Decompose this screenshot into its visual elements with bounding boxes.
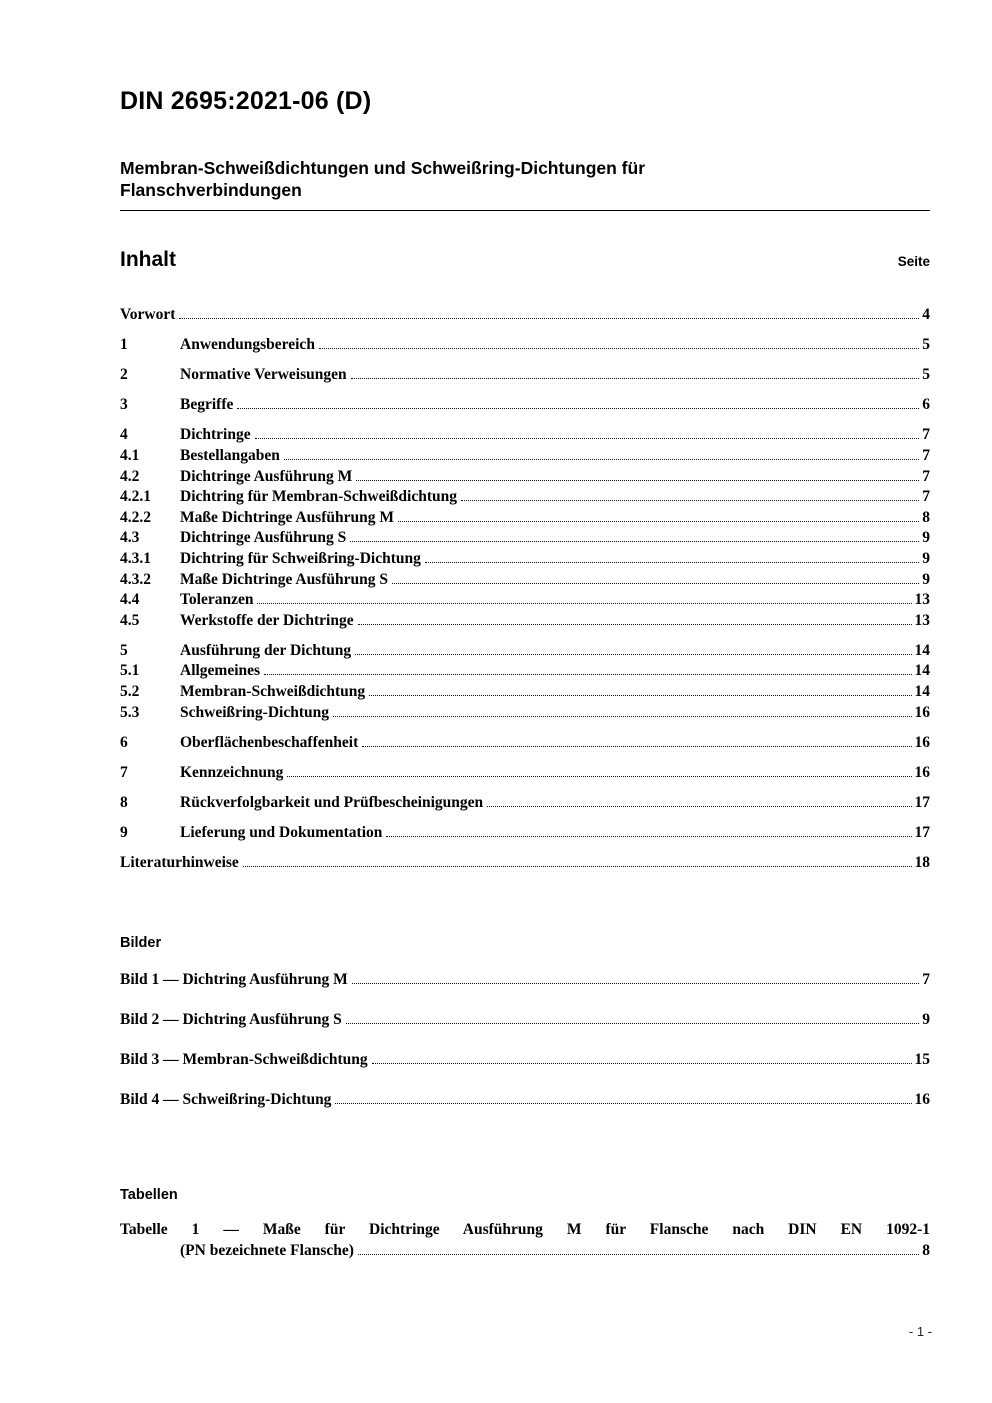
toc-entry-number: 4.3.2 <box>120 570 151 588</box>
toc-list <box>120 305 930 874</box>
dot-leader <box>362 746 911 747</box>
toc-entry <box>120 641 930 662</box>
tabellen-heading: Tabellen <box>120 1187 178 1204</box>
figure-toc-entry <box>120 1050 930 1071</box>
toc-entry-number: 1 <box>120 336 128 354</box>
toc-entry <box>120 703 930 724</box>
figure-entry-label: Bild 3 — Membran-Schweißdichtung <box>120 1051 368 1069</box>
doc-number: DIN 2695:2021-06 (D) <box>120 87 372 115</box>
tabellen-list <box>120 1219 930 1262</box>
toc-entry-label: Dichtring für Schweißring-Dichtung <box>180 549 421 567</box>
toc-entry-number: 4.1 <box>120 446 140 464</box>
toc-entry-number: 4.2 <box>120 467 140 485</box>
figure-entry-page: 16 <box>914 1091 930 1109</box>
toc-entry-number: 8 <box>120 793 128 811</box>
toc-entry-number: 4 <box>120 426 128 444</box>
toc-entry <box>120 467 930 488</box>
doc-title <box>120 157 930 211</box>
toc-entry <box>120 793 930 814</box>
toc-entry-label: Rückverfolgbarkeit und Prüfbescheinigungen <box>180 793 484 811</box>
toc-entry-number: 4.4 <box>120 591 140 609</box>
toc-entry-page: 7 <box>922 446 930 464</box>
page-number-footer: - 1 - <box>908 1324 932 1339</box>
toc-entry-label: Normative Verweisungen <box>180 366 347 384</box>
toc-entry-page: 5 <box>922 336 930 354</box>
figure-toc-entry <box>120 1010 930 1031</box>
toc-entry-label: Maße Dichtringe Ausführung S <box>180 570 388 588</box>
toc-entry-number: 4.5 <box>120 611 140 629</box>
table-entry-label-line2: (PN bezeichnete Flansche) <box>180 1242 354 1260</box>
toc-entry-page: 8 <box>922 508 930 526</box>
toc-entry-label: Literaturhinweise <box>120 854 239 872</box>
toc-entry <box>120 733 930 754</box>
toc-entry-label: Ausführung der Dichtung <box>180 641 352 659</box>
dot-leader <box>356 480 919 481</box>
dot-leader <box>369 695 911 696</box>
dot-leader <box>243 866 912 867</box>
page-column-label: Seite <box>897 254 930 269</box>
toc-heading: Inhalt <box>120 248 176 271</box>
dot-leader <box>352 983 919 984</box>
toc-entry-label: Schweißring-Dichtung <box>180 703 329 721</box>
dot-leader <box>346 1023 919 1024</box>
toc-entry-label: Allgemeines <box>180 662 261 680</box>
figure-entry-label: Bild 4 — Schweißring-Dichtung <box>120 1091 332 1109</box>
toc-entry-label: Anwendungsbereich <box>180 336 315 354</box>
toc-entry-page: 13 <box>914 591 930 609</box>
toc-entry-page: 17 <box>914 793 930 811</box>
dot-leader <box>257 603 911 604</box>
dot-leader <box>350 541 919 542</box>
table-entry-label-line1: Tabelle 1 — Maße für Dichtringe Ausführung M für Flansche nach DIN EN 1092-1 <box>120 1221 930 1239</box>
toc-entry-page: 14 <box>914 662 930 680</box>
toc-entry-page: 6 <box>922 396 930 414</box>
toc-entry-label: Dichtring für Membran-Schweißdichtung <box>180 488 458 506</box>
dot-leader <box>319 348 919 349</box>
toc-entry-page: 16 <box>914 763 930 781</box>
dot-leader <box>461 500 919 501</box>
toc-entry-label: Dichtringe <box>180 426 251 444</box>
dot-leader <box>264 674 911 675</box>
dot-leader <box>255 438 920 439</box>
toc-entry <box>120 763 930 784</box>
dot-leader <box>284 459 919 460</box>
toc-entry <box>120 395 930 416</box>
dot-leader <box>358 1254 919 1255</box>
dot-leader <box>333 716 912 717</box>
toc-entry-label: Dichtringe Ausführung S <box>180 529 347 547</box>
toc-entry-label: Begriffe <box>180 396 234 414</box>
toc-entry-page: 9 <box>922 570 930 588</box>
toc-entry-label: Oberflächenbeschaffenheit <box>180 733 359 751</box>
toc-entry <box>120 335 930 356</box>
dot-leader <box>392 583 919 584</box>
figure-toc-entry <box>120 1090 930 1111</box>
dot-leader <box>386 836 911 837</box>
table-entry-page: 8 <box>922 1242 930 1260</box>
toc-entry-page: 7 <box>922 426 930 444</box>
toc-entry <box>120 549 930 570</box>
toc-entry <box>120 682 930 703</box>
toc-entry <box>120 661 930 682</box>
toc-entry-page: 16 <box>914 703 930 721</box>
doc-title-line1: Membran-Schweißdichtungen und Schweißring-Dichtungen für <box>120 158 645 178</box>
toc-entry-number: 4.2.2 <box>120 508 151 526</box>
toc-entry-label: Lieferung und Dokumentation <box>180 823 383 841</box>
dot-leader <box>358 624 912 625</box>
table-toc-entry <box>120 1219 930 1262</box>
toc-entry <box>120 528 930 549</box>
toc-entry <box>120 487 930 508</box>
toc-entry-label: Maße Dichtringe Ausführung M <box>180 508 394 526</box>
toc-entry <box>120 853 930 874</box>
bilder-list <box>120 970 930 1111</box>
figure-toc-entry <box>120 970 930 991</box>
figure-entry-page: 9 <box>922 1011 930 1029</box>
toc-entry-number: 4.3.1 <box>120 549 151 567</box>
toc-entry-number: 6 <box>120 733 128 751</box>
toc-entry-label: Dichtringe Ausführung M <box>180 467 353 485</box>
dot-leader <box>487 806 911 807</box>
dot-leader <box>398 521 919 522</box>
toc-entry-number: 3 <box>120 396 128 414</box>
dot-leader <box>287 776 911 777</box>
toc-entry-page: 9 <box>922 529 930 547</box>
toc-entry-number: 9 <box>120 823 128 841</box>
toc-entry-number: 4.3 <box>120 529 140 547</box>
toc-entry <box>120 570 930 591</box>
toc-entry-label: Toleranzen <box>180 591 254 609</box>
bilder-heading: Bilder <box>120 934 162 951</box>
toc-entry-page: 5 <box>922 366 930 384</box>
figure-entry-label: Bild 1 — Dichtring Ausführung M <box>120 971 348 989</box>
dot-leader <box>335 1103 911 1104</box>
figure-entry-page: 7 <box>922 971 930 989</box>
toc-entry <box>120 305 930 326</box>
toc-entry-label: Membran-Schweißdichtung <box>180 683 366 700</box>
toc-entry-page: 18 <box>914 854 930 872</box>
toc-entry <box>120 425 930 446</box>
toc-entry-label: Werkstoffe der Dichtringe <box>180 611 354 629</box>
toc-entry <box>120 365 930 386</box>
toc-entry-page: 9 <box>922 549 930 567</box>
dot-leader <box>351 378 920 379</box>
toc-entry-number: 2 <box>120 366 128 384</box>
toc-entry-number: 5.1 <box>120 662 140 680</box>
dot-leader <box>372 1063 912 1064</box>
toc-entry <box>120 508 930 529</box>
toc-entry-label: Bestellangaben <box>180 446 280 464</box>
toc-entry <box>120 823 930 844</box>
dot-leader <box>237 408 919 409</box>
toc-entry-page: 16 <box>914 733 930 751</box>
doc-title-line2: Flanschverbindungen <box>120 180 302 200</box>
toc-entry-label: Vorwort <box>120 306 176 323</box>
contents-header <box>120 248 930 272</box>
toc-entry-label: Kennzeichnung <box>180 763 284 781</box>
toc-entry-number: 5.3 <box>120 703 140 721</box>
toc-entry-page: 7 <box>922 488 930 506</box>
figure-entry-label: Bild 2 — Dichtring Ausführung S <box>120 1011 342 1029</box>
dot-leader <box>179 318 919 319</box>
toc-entry-page: 14 <box>914 683 930 700</box>
toc-entry-number: 7 <box>120 763 128 781</box>
toc-entry <box>120 446 930 467</box>
toc-entry-page: 13 <box>914 611 930 629</box>
toc-entry-page: 7 <box>922 467 930 485</box>
dot-leader <box>425 562 919 563</box>
dot-leader <box>355 654 911 655</box>
toc-entry-number: 4.2.1 <box>120 488 151 506</box>
toc-entry <box>120 590 930 611</box>
toc-entry-number: 5 <box>120 641 128 659</box>
toc-entry-page: 17 <box>914 823 930 841</box>
toc-entry-page: 4 <box>922 306 930 323</box>
figure-entry-page: 15 <box>914 1051 930 1069</box>
toc-entry <box>120 611 930 632</box>
toc-entry-page: 14 <box>914 641 930 659</box>
table-entry-line2 <box>120 1240 930 1262</box>
toc-entry-number: 5.2 <box>120 683 140 700</box>
